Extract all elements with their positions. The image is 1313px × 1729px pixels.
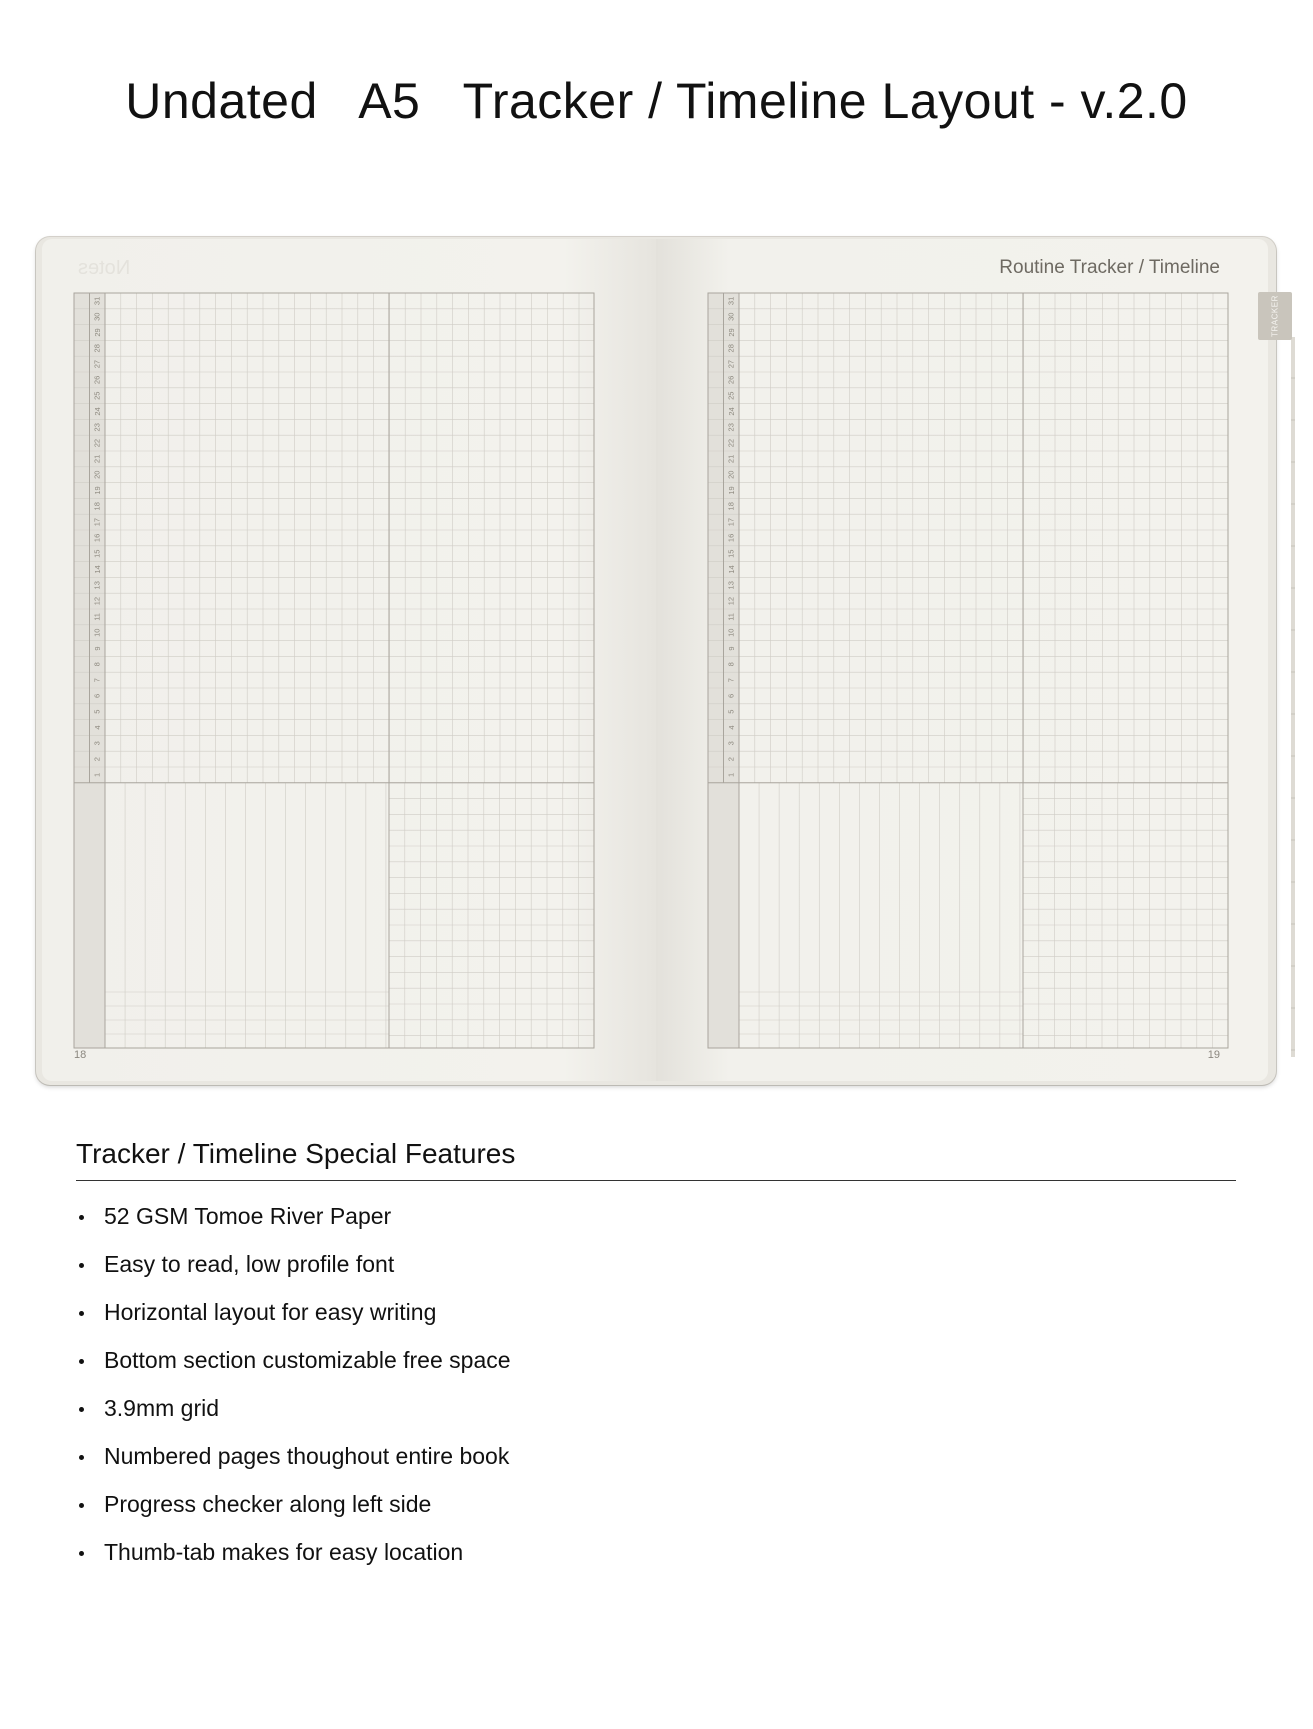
left-day-number: 30 [92, 312, 102, 321]
right-day-number: 7 [726, 678, 736, 683]
right-day-number: 26 [726, 375, 736, 385]
right-day-number: 10 [726, 628, 736, 637]
right-page-number: 19 [1207, 1049, 1220, 1061]
feature-item: Numbered pages thoughout entire book [76, 1432, 511, 1480]
left-day-number: 29 [92, 328, 102, 337]
left-day-number: 16 [92, 533, 102, 543]
left-day-number: 23 [92, 423, 102, 432]
left-day-number: 8 [92, 662, 102, 667]
left-day-number: 22 [92, 438, 102, 448]
features-divider [76, 1180, 1236, 1181]
left-day-number: 14 [92, 565, 102, 574]
right-day-number: 29 [726, 328, 736, 337]
right-day-number: 17 [726, 517, 736, 527]
left-day-number: 19 [92, 486, 102, 495]
right-day-number: 3 [726, 741, 736, 746]
right-day-number: 23 [726, 423, 736, 432]
right-page-heading: Routine Tracker / Timeline [999, 257, 1220, 278]
planner-spread [36, 237, 1280, 1085]
right-day-number: 9 [726, 646, 736, 651]
features-list [76, 1192, 511, 1576]
feature-item: Bottom section customizable free space [76, 1336, 511, 1384]
right-day-number: 2 [726, 757, 736, 762]
grid-lines [708, 293, 1228, 1048]
right-day-number: 13 [726, 581, 736, 590]
page-title: Undated A5 Tracker / Timeline Layout - v.2.0 [125, 73, 1188, 129]
left-day-number: 25 [92, 391, 102, 400]
right-day-number: 11 [726, 613, 736, 621]
thumb-tab-label: TRACKER [1270, 295, 1280, 337]
right-day-number: 18 [726, 502, 736, 511]
left-day-number: 6 [92, 693, 102, 698]
feature-item: Thumb-tab makes for easy location [76, 1528, 511, 1576]
right-day-number: 1 [726, 772, 736, 777]
right-tracker-grid [36, 237, 1276, 1085]
left-day-number: 3 [92, 741, 102, 746]
left-page-number: 18 [74, 1049, 87, 1061]
right-day-number: 6 [726, 693, 736, 698]
left-day-number: 9 [92, 646, 102, 651]
left-day-number: 2 [92, 757, 102, 762]
right-day-number: 28 [726, 344, 736, 353]
tab-edge [1291, 337, 1295, 1057]
ghost-heading: Notes [78, 257, 131, 279]
left-day-number: 10 [92, 628, 102, 637]
right-day-number: 12 [726, 596, 736, 606]
feature-item: 3.9mm grid [76, 1384, 511, 1432]
feature-item: Easy to read, low profile font [76, 1240, 511, 1288]
left-day-number: 1 [92, 772, 102, 777]
left-day-number: 28 [92, 344, 102, 353]
feature-item: Progress checker along left side [76, 1480, 511, 1528]
left-day-number: 11 [92, 613, 102, 621]
right-day-number: 20 [726, 470, 736, 479]
left-day-number: 18 [92, 502, 102, 511]
right-day-number: 25 [726, 391, 736, 400]
left-day-number: 5 [92, 709, 102, 714]
right-day-number: 14 [726, 565, 736, 574]
right-day-number: 30 [726, 312, 736, 321]
right-day-number: 24 [726, 407, 736, 416]
left-day-number: 21 [92, 454, 102, 464]
left-day-number: 31 [92, 296, 102, 306]
left-day-number: 12 [92, 596, 102, 606]
left-day-number: 15 [92, 549, 102, 558]
left-day-number: 20 [92, 470, 102, 479]
right-day-number: 4 [726, 725, 736, 730]
left-day-number: 13 [92, 581, 102, 590]
left-day-number: 7 [92, 678, 102, 683]
right-day-number: 22 [726, 438, 736, 448]
feature-item: 52 GSM Tomoe River Paper [76, 1192, 511, 1240]
feature-item: Horizontal layout for easy writing [76, 1288, 511, 1336]
right-day-number: 5 [726, 709, 736, 714]
left-day-number: 4 [92, 725, 102, 730]
left-day-number: 26 [92, 375, 102, 385]
right-day-number: 21 [726, 454, 736, 464]
left-day-number: 17 [92, 517, 102, 527]
right-day-number: 16 [726, 533, 736, 543]
right-day-number: 15 [726, 549, 736, 558]
right-day-number: 27 [726, 359, 736, 369]
right-day-number: 19 [726, 486, 736, 495]
left-day-number: 27 [92, 359, 102, 369]
left-day-number: 24 [92, 407, 102, 416]
features-heading: Tracker / Timeline Special Features [76, 1138, 516, 1169]
right-day-number: 8 [726, 662, 736, 667]
right-day-number: 31 [726, 296, 736, 306]
